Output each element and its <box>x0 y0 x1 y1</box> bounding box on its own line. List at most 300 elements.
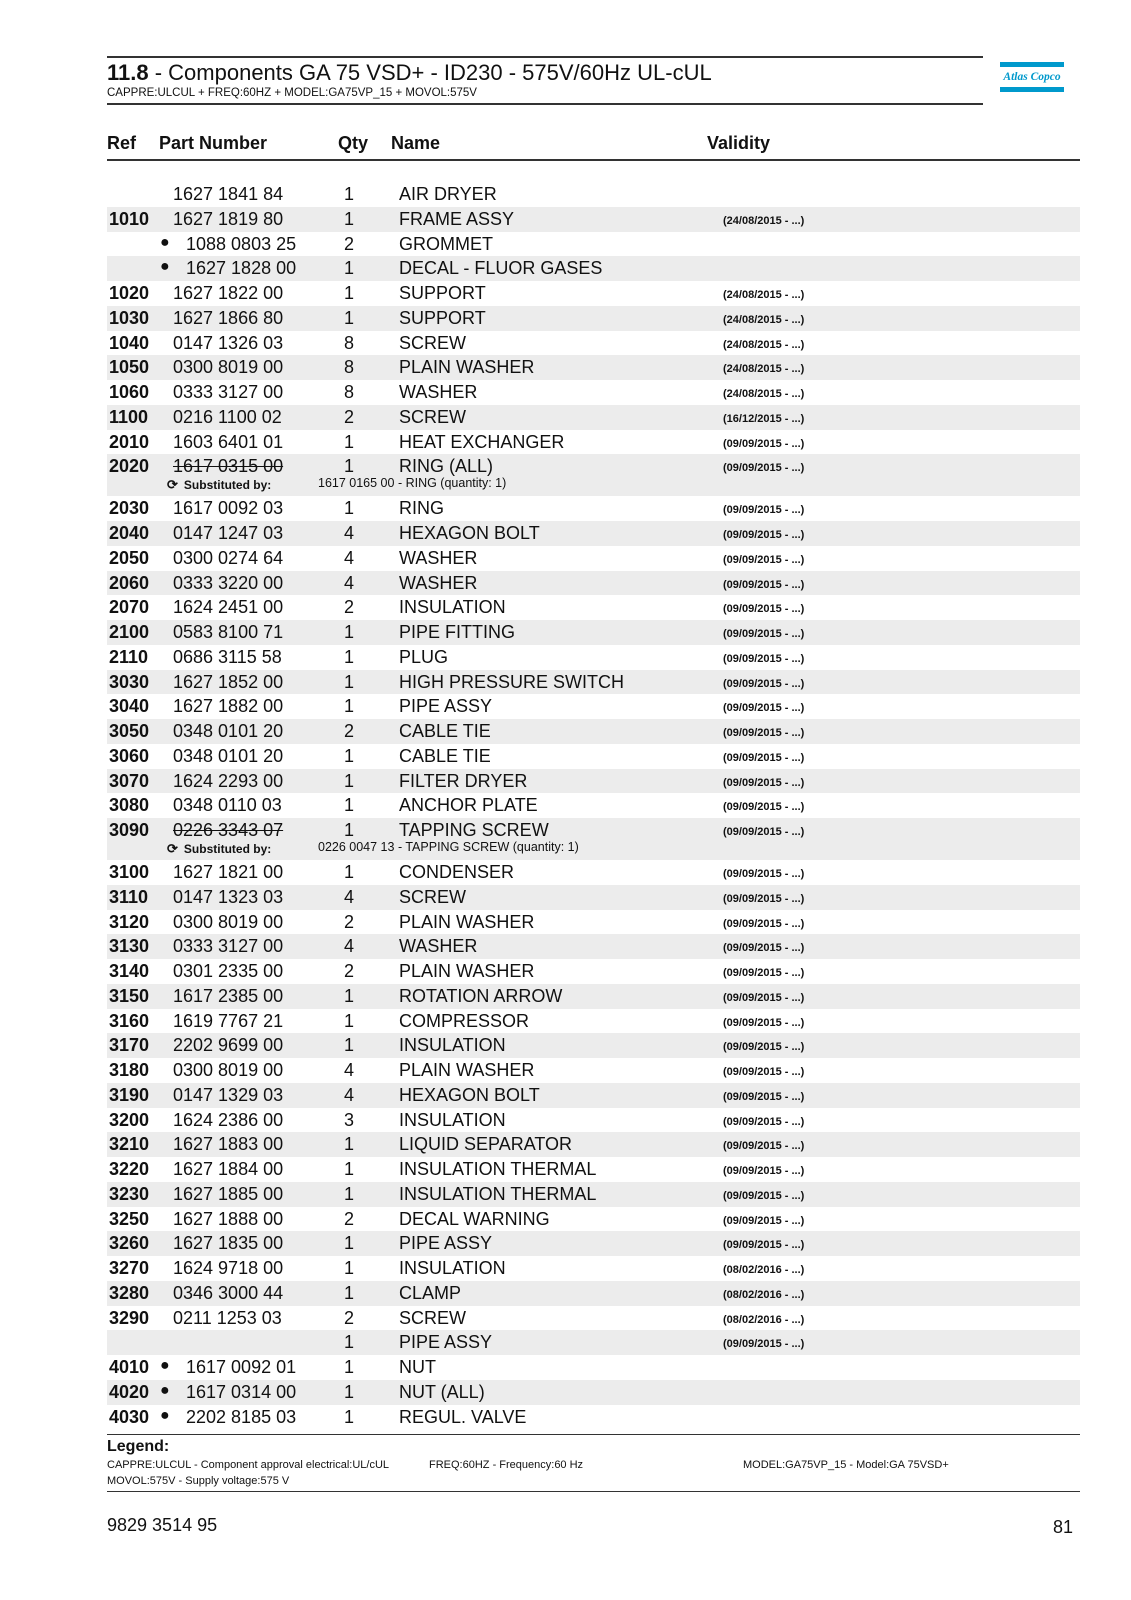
table-row <box>107 719 1080 744</box>
row-ref: 3290 <box>109 1307 150 1328</box>
row-qty: 1 <box>344 622 355 642</box>
row-name: FILTER DRYER <box>399 770 528 791</box>
row-validity: (24/08/2015 - ...) <box>723 363 805 376</box>
table-row <box>107 1132 1080 1157</box>
substitution-label-text: Substituted by: <box>183 478 272 493</box>
row-part-number: 2202 8185 03 <box>186 1406 297 1427</box>
table-row <box>107 232 1080 257</box>
table-row <box>107 1256 1080 1281</box>
row-qty: 1 <box>344 258 355 279</box>
row-ref: 2060 <box>109 572 150 593</box>
row-qty: 3 <box>344 1109 355 1130</box>
row-validity: (09/09/2015 - ...) <box>723 1165 805 1177</box>
row-ref: 3170 <box>109 1035 150 1056</box>
row-qty: 1 <box>344 1159 355 1179</box>
row-ref: 3070 <box>109 770 150 791</box>
logo-text: Atlas Copco <box>1003 71 1061 83</box>
table-row <box>107 1157 1080 1182</box>
table-row <box>107 1355 1080 1380</box>
table-row <box>107 959 1080 984</box>
row-name: HEXAGON BOLT <box>399 523 540 543</box>
row-name: HEXAGON BOLT <box>399 1084 540 1105</box>
row-qty: 4 <box>344 886 355 907</box>
refresh-icon: ⟳ <box>167 477 178 493</box>
row-name: WASHER <box>399 547 478 568</box>
row-validity: (24/08/2015 - ...) <box>723 214 805 227</box>
table-row <box>107 281 1080 306</box>
row-ref: 2040 <box>109 523 150 543</box>
row-part-number: 0147 1247 03 <box>173 523 284 543</box>
row-name: RING <box>399 498 444 519</box>
row-name: ROTATION ARROW <box>399 985 563 1006</box>
row-validity: (09/09/2015 - ...) <box>723 892 805 905</box>
row-ref: 3090 <box>109 820 150 840</box>
row-part-number: 0300 0274 64 <box>173 547 284 568</box>
table-row <box>107 984 1080 1009</box>
row-ref: 2020 <box>109 456 150 477</box>
row-qty: 1 <box>344 498 355 519</box>
table-row <box>107 405 1080 430</box>
table-row <box>107 1231 1080 1256</box>
substitution-text: 1617 0165 00 - RING (quantity: 1) <box>318 476 507 491</box>
row-part-number: 0300 8019 00 <box>173 357 284 378</box>
row-part-number: 0346 3000 44 <box>173 1282 284 1303</box>
table-row <box>107 934 1080 959</box>
legend-item: MOVOL:575V - Supply voltage:575 V <box>107 1475 290 1487</box>
row-part-number: 1619 7767 21 <box>173 1010 284 1031</box>
row-ref: 3220 <box>109 1159 150 1179</box>
row-name: FRAME ASSY <box>399 208 515 229</box>
row-name: REGUL. VALVE <box>399 1406 527 1427</box>
header-bottom-rule <box>107 103 983 105</box>
row-qty: 1 <box>344 307 355 328</box>
page-subtitle: CAPPRE:ULCUL + FREQ:60HZ + MODEL:GA75VP_15 + MOVOL:575V <box>107 87 477 99</box>
row-ref: 3200 <box>109 1109 150 1130</box>
row-name: INSULATION <box>399 597 506 618</box>
row-name: SUPPORT <box>399 283 486 303</box>
table-row <box>107 1009 1080 1034</box>
row-qty: 4 <box>344 523 355 543</box>
row-part-number: 0348 0110 03 <box>173 795 282 816</box>
section-title: - Components GA 75 VSD+ - ID230 - 575V/60Hz UL-cUL <box>148 60 712 85</box>
header-top-rule <box>107 56 983 58</box>
table-row <box>107 306 1080 331</box>
table-row <box>107 1207 1080 1232</box>
row-part-number: 1088 0803 25 <box>186 233 297 254</box>
legend-item: MODEL:GA75VP_15 - Model:GA 75VSD+ <box>743 1459 949 1471</box>
bullet-icon: ● <box>160 233 170 251</box>
table-row <box>107 1058 1080 1083</box>
row-ref: 3150 <box>109 985 150 1006</box>
table-row <box>107 793 1080 818</box>
row-name: DECAL WARNING <box>399 1208 550 1229</box>
row-qty: 1 <box>344 1035 355 1056</box>
row-validity: (09/09/2015 - ...) <box>723 751 805 764</box>
table-row <box>107 1330 1080 1355</box>
table-row <box>107 355 1080 380</box>
table-row <box>107 207 1080 232</box>
row-part-number: 1617 0092 01 <box>186 1357 297 1377</box>
substitution-label <box>167 477 271 493</box>
column-part-number: Part Number <box>159 133 268 153</box>
row-qty: 2 <box>344 961 355 981</box>
row-part-number: 1627 1822 00 <box>173 283 284 303</box>
legend-bottom-rule <box>107 1491 1080 1492</box>
row-name: INSULATION <box>399 1035 506 1056</box>
row-validity: (09/09/2015 - ...) <box>723 991 805 1004</box>
row-validity: (08/02/2016 - ...) <box>723 1313 805 1326</box>
row-ref: 3230 <box>109 1183 150 1204</box>
row-name: PIPE ASSY <box>399 1233 493 1254</box>
row-qty: 8 <box>344 357 355 378</box>
row-part-number: 1617 0314 00 <box>186 1381 297 1402</box>
row-ref: 4020 <box>109 1381 150 1402</box>
table-row <box>107 1306 1080 1331</box>
row-validity: (09/09/2015 - ...) <box>723 1189 805 1202</box>
table-row <box>107 694 1080 719</box>
row-qty: 1 <box>344 820 355 840</box>
row-ref: 3140 <box>109 961 150 981</box>
row-qty: 1 <box>344 646 355 667</box>
legend <box>107 1434 1080 1487</box>
row-qty: 1 <box>344 1406 355 1427</box>
table-row <box>107 860 1080 885</box>
row-ref: 1100 <box>109 406 149 427</box>
row-name: CABLE TIE <box>399 721 491 741</box>
row-name: INSULATION THERMAL <box>399 1159 597 1179</box>
table-row <box>107 910 1080 935</box>
column-name: Name <box>391 133 441 153</box>
row-qty: 1 <box>344 671 355 692</box>
row-validity: (09/09/2015 - ...) <box>723 529 805 541</box>
row-name: HEAT EXCHANGER <box>399 431 565 452</box>
row-ref: 4030 <box>109 1406 150 1427</box>
row-qty: 1 <box>344 1381 355 1402</box>
row-validity: (09/09/2015 - ...) <box>723 677 805 690</box>
row-part-number: 1627 1884 00 <box>173 1159 284 1179</box>
row-part-number: 0333 3127 00 <box>173 936 284 957</box>
row-ref: 3190 <box>109 1084 150 1105</box>
row-name: PLAIN WASHER <box>399 961 535 981</box>
row-name: GROMMET <box>399 233 493 254</box>
row-qty: 1 <box>344 862 355 882</box>
row-name: DECAL - FLUOR GASES <box>399 258 603 279</box>
row-validity: (09/09/2015 - ...) <box>723 727 805 739</box>
row-validity: (09/09/2015 - ...) <box>723 1214 805 1227</box>
table-row <box>107 744 1080 769</box>
row-qty: 1 <box>344 696 355 717</box>
row-part-number: 0147 1323 03 <box>173 886 284 907</box>
row-qty: 1 <box>344 1282 355 1303</box>
row-name: PIPE FITTING <box>399 622 516 642</box>
row-ref: 3280 <box>109 1282 150 1303</box>
row-qty: 2 <box>344 1307 355 1328</box>
row-qty: 4 <box>344 936 355 957</box>
row-part-number: 0226 3343 07 <box>173 820 284 840</box>
parts-table <box>107 182 1080 1429</box>
row-validity: (09/09/2015 - ...) <box>723 652 805 665</box>
row-ref: 3250 <box>109 1208 150 1229</box>
row-name: SCREW <box>399 886 466 907</box>
row-part-number: 1624 2293 00 <box>173 770 284 791</box>
row-validity: (09/09/2015 - ...) <box>723 553 805 566</box>
row-name: WASHER <box>399 572 478 593</box>
row-name: CLAMP <box>399 1282 462 1303</box>
row-part-number: 1624 2386 00 <box>173 1109 284 1130</box>
row-part-number: 1617 2385 00 <box>173 985 284 1006</box>
row-qty: 1 <box>344 431 355 452</box>
page-title <box>107 60 983 86</box>
row-part-number: 0348 0101 20 <box>173 745 284 766</box>
row-ref: 2100 <box>109 622 150 642</box>
row-name: SCREW <box>399 332 466 353</box>
document-number: 9829 3514 95 <box>107 1515 218 1535</box>
table-row <box>107 331 1080 356</box>
row-qty: 4 <box>344 547 355 568</box>
row-part-number: 0147 1326 03 <box>173 332 284 353</box>
row-qty: 4 <box>344 1060 355 1080</box>
bullet-icon: ● <box>160 1357 170 1374</box>
row-name: NUT <box>399 1357 436 1377</box>
row-part-number: 1627 1819 80 <box>173 208 284 229</box>
column-ref: Ref <box>107 133 137 153</box>
row-name: SCREW <box>399 1307 466 1328</box>
row-qty: 1 <box>344 1233 355 1254</box>
row-validity: (24/08/2015 - ...) <box>723 313 805 326</box>
row-part-number: 1627 1841 84 <box>173 184 284 204</box>
row-ref: 1010 <box>109 208 150 229</box>
row-validity: (16/12/2015 - ...) <box>723 412 805 425</box>
row-name: HIGH PRESSURE SWITCH <box>399 671 625 692</box>
row-qty: 2 <box>344 406 355 427</box>
row-part-number: 0333 3220 00 <box>173 572 284 593</box>
row-validity: (09/09/2015 - ...) <box>723 462 805 475</box>
row-ref: 1040 <box>109 332 150 353</box>
row-ref: 3210 <box>109 1134 150 1155</box>
table-row <box>107 496 1080 521</box>
row-ref: 1020 <box>109 283 150 303</box>
row-ref: 3050 <box>109 721 150 741</box>
row-name: PLUG <box>399 646 449 667</box>
row-part-number: 1627 1882 00 <box>173 696 284 717</box>
row-name: CABLE TIE <box>399 745 491 766</box>
row-validity: (09/09/2015 - ...) <box>723 942 805 955</box>
row-qty: 2 <box>344 597 355 618</box>
page-number: 81 <box>1052 1517 1073 1537</box>
table-row <box>107 546 1080 571</box>
row-qty: 1 <box>344 184 355 204</box>
table-row <box>107 1108 1080 1133</box>
substitution-label <box>167 841 271 857</box>
row-name: RING (ALL) <box>399 456 494 477</box>
row-validity: (09/09/2015 - ...) <box>723 1338 805 1351</box>
row-validity: (08/02/2016 - ...) <box>723 1288 805 1301</box>
row-part-number: 0333 3127 00 <box>173 382 284 402</box>
table-row <box>107 182 1080 207</box>
table-row <box>107 595 1080 620</box>
row-qty: 1 <box>344 208 355 229</box>
table-header <box>107 133 1080 161</box>
row-validity: (09/09/2015 - ...) <box>723 801 805 814</box>
row-name: ANCHOR PLATE <box>399 795 538 816</box>
table-row <box>107 885 1080 910</box>
row-qty: 4 <box>344 1084 355 1105</box>
row-ref: 2050 <box>109 547 150 568</box>
row-part-number: 1627 1821 00 <box>173 862 284 882</box>
row-validity: (09/09/2015 - ...) <box>723 702 805 715</box>
row-name: PIPE ASSY <box>399 1332 493 1353</box>
row-validity: (24/08/2015 - ...) <box>723 338 805 351</box>
row-name: PIPE ASSY <box>399 696 493 717</box>
table-row <box>107 1182 1080 1207</box>
row-qty: 8 <box>344 382 355 402</box>
row-ref: 3120 <box>109 911 150 932</box>
row-qty: 2 <box>344 1208 355 1229</box>
row-ref: 2010 <box>109 431 150 452</box>
bullet-icon: ● <box>160 258 170 276</box>
table-row <box>107 620 1080 645</box>
row-validity: (09/09/2015 - ...) <box>723 1090 805 1103</box>
row-validity: (09/09/2015 - ...) <box>723 1140 805 1153</box>
row-name: NUT (ALL) <box>399 1381 485 1402</box>
row-validity: (09/09/2015 - ...) <box>723 1239 805 1252</box>
row-validity: (08/02/2016 - ...) <box>723 1264 805 1276</box>
row-part-number: 1627 1835 00 <box>173 1233 284 1254</box>
column-qty: Qty <box>338 133 369 153</box>
row-validity: (24/08/2015 - ...) <box>723 289 805 301</box>
row-part-number: 1627 1885 00 <box>173 1183 284 1204</box>
row-qty: 1 <box>344 770 355 791</box>
row-ref: 3130 <box>109 936 150 957</box>
column-validity: Validity <box>707 133 771 153</box>
row-part-number: 1627 1883 00 <box>173 1134 284 1155</box>
table-row <box>107 1281 1080 1306</box>
table-row <box>107 769 1080 794</box>
row-part-number: 0348 0101 20 <box>173 721 284 741</box>
row-validity: (09/09/2015 - ...) <box>723 826 805 838</box>
table-row <box>107 1380 1080 1405</box>
substitution-label-text: Substituted by: <box>183 842 272 856</box>
table-row <box>107 818 1080 860</box>
table-row <box>107 454 1080 496</box>
row-qty: 1 <box>344 1357 355 1377</box>
row-qty: 4 <box>344 572 355 593</box>
row-part-number: 1603 6401 01 <box>173 431 284 452</box>
row-validity: (09/09/2015 - ...) <box>723 603 805 616</box>
legend-title: Legend: <box>107 1438 170 1455</box>
atlas-copco-logo <box>1000 62 1064 96</box>
row-part-number: 1627 1888 00 <box>173 1208 284 1229</box>
row-name: PLAIN WASHER <box>399 911 535 932</box>
row-ref: 1030 <box>109 307 150 328</box>
row-part-number: 0686 3115 58 <box>173 646 282 667</box>
row-qty: 1 <box>344 1010 355 1031</box>
row-name: SUPPORT <box>399 307 486 328</box>
row-qty: 8 <box>344 332 355 353</box>
row-validity: (09/09/2015 - ...) <box>723 578 805 591</box>
row-part-number: 1617 0315 00 <box>173 456 284 477</box>
row-name: PLAIN WASHER <box>399 1060 535 1080</box>
table-row <box>107 571 1080 596</box>
row-name: WASHER <box>399 382 478 402</box>
row-name: TAPPING SCREW <box>399 820 549 840</box>
row-validity: (09/09/2015 - ...) <box>723 1066 805 1078</box>
row-part-number: 1617 0092 03 <box>173 498 284 519</box>
table-row <box>107 1405 1080 1430</box>
row-name: INSULATION THERMAL <box>399 1183 597 1204</box>
row-qty: 1 <box>344 456 355 477</box>
table-row <box>107 256 1080 281</box>
table-row <box>107 521 1080 546</box>
row-qty: 1 <box>344 745 355 766</box>
table-row <box>107 430 1080 455</box>
bullet-icon: ● <box>160 1406 170 1424</box>
row-ref: 1050 <box>109 357 150 378</box>
row-qty: 1 <box>344 1258 355 1278</box>
row-ref: 3110 <box>109 886 149 907</box>
row-validity: (09/09/2015 - ...) <box>723 504 805 517</box>
row-name: INSULATION <box>399 1258 506 1278</box>
row-name: PLAIN WASHER <box>399 357 535 378</box>
row-ref: 2030 <box>109 498 150 519</box>
refresh-icon: ⟳ <box>167 841 178 856</box>
row-part-number: 2202 9699 00 <box>173 1035 284 1056</box>
row-ref: 3060 <box>109 745 150 766</box>
row-validity: (09/09/2015 - ...) <box>723 917 805 930</box>
row-ref: 3180 <box>109 1060 150 1080</box>
row-part-number: 1624 9718 00 <box>173 1258 284 1278</box>
substitution-text: 0226 0047 13 - TAPPING SCREW (quantity: 1) <box>318 840 579 854</box>
row-qty: 2 <box>344 911 355 932</box>
row-name: AIR DRYER <box>399 184 497 204</box>
page-header <box>107 56 983 105</box>
table-row <box>107 645 1080 670</box>
row-ref: 3030 <box>109 671 150 692</box>
row-name: INSULATION <box>399 1109 506 1130</box>
row-ref: 1060 <box>109 382 150 402</box>
row-validity: (09/09/2015 - ...) <box>723 628 805 640</box>
row-ref: 3080 <box>109 795 150 816</box>
table-row <box>107 1083 1080 1108</box>
row-part-number: 1627 1852 00 <box>173 671 284 692</box>
row-part-number: 1627 1828 00 <box>186 258 297 279</box>
table-row <box>107 380 1080 405</box>
row-name: CONDENSER <box>399 862 515 882</box>
row-validity: (09/09/2015 - ...) <box>723 437 805 450</box>
section-number: 11.8 <box>107 60 149 85</box>
row-qty: 1 <box>344 1134 355 1155</box>
row-qty: 1 <box>344 985 355 1006</box>
row-part-number: 0216 1100 02 <box>173 406 282 427</box>
row-ref: 3040 <box>109 696 150 717</box>
row-ref: 3160 <box>109 1010 150 1031</box>
row-part-number: 0147 1329 03 <box>173 1084 284 1105</box>
row-part-number: 0583 8100 71 <box>173 622 284 642</box>
row-part-number: 0301 2335 00 <box>173 961 284 981</box>
bullet-icon: ● <box>160 1381 170 1399</box>
row-validity: (24/08/2015 - ...) <box>723 388 805 400</box>
table-row <box>107 1033 1080 1058</box>
row-ref: 2110 <box>109 646 149 667</box>
row-qty: 2 <box>344 233 355 254</box>
row-ref: 4010 <box>109 1357 150 1377</box>
row-ref: 3260 <box>109 1233 150 1254</box>
row-part-number: 0300 8019 00 <box>173 1060 284 1080</box>
row-ref: 2070 <box>109 597 150 618</box>
legend-item: FREQ:60HZ - Frequency:60 Hz <box>429 1459 584 1471</box>
row-part-number: 1627 1866 80 <box>173 307 284 328</box>
row-qty: 1 <box>344 1332 355 1353</box>
